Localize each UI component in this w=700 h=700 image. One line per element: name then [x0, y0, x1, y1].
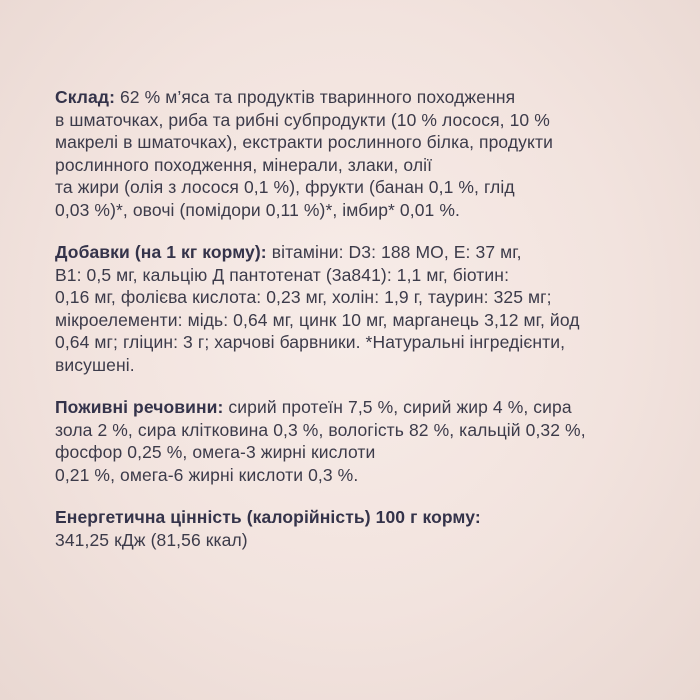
composition-text: [55, 86, 665, 551]
energy-label: Енергетична цінність (калорійність) 100 г корму:: [55, 507, 481, 527]
composition-line-4: рослинного походження, мінерали, злаки, олії: [55, 154, 433, 175]
composition-line-5: та жири (олія з лосося 0,1 %), фрукти (банан 0,1 %, глід: [55, 177, 515, 197]
energy-section: [55, 506, 665, 551]
nutrients-line-4: 0,21 %, омега-6 жирні кислоти 0,3 %.: [55, 464, 359, 485]
nutrients-line-3: фосфор 0,25 %, омега-3 жирні кислоти: [55, 442, 376, 462]
additives-line-3: 0,16 мг, фолієва кислота: 0,23 мг, холін: 1,9 г, таурин: 325 мг;: [55, 287, 552, 307]
additives-label: Добавки (на 1 кг корму):: [55, 242, 267, 262]
additives-text-1: вітаміни: D3: 188 МО, Е: 37 мг,: [266, 242, 522, 262]
additives-line-1: [55, 241, 665, 264]
composition-text-1: 62 % м’яса та продуктів тваринного походження: [115, 87, 516, 107]
composition-section: [55, 86, 665, 221]
composition-line-1: [55, 86, 665, 109]
additives-line-4: мікроелементи: мідь: 0,64 мг, цинк 10 мг, марганець 3,12 мг, йод: [55, 309, 580, 330]
nutrients-line-1: [55, 396, 665, 419]
composition-line-2: в шматочках, риба та рибні субпродукти (10 % лосося, 10 %: [55, 109, 550, 130]
energy-line-1: [55, 506, 665, 529]
additives-section: [55, 241, 665, 376]
additives-line-6: висушені.: [55, 354, 135, 375]
nutrients-text-1: сирий протеїн 7,5 %, сирий жир 4 %, сира: [223, 397, 572, 417]
composition-line-3: макрелі в шматочках), екстракти рослинного білка, продукти: [55, 132, 553, 152]
additives-line-5: 0,64 мг; гліцин: 3 г; харчові барвники. *Натуральні інгредієнти,: [55, 332, 566, 352]
nutrients-line-2: зола 2 %, сира клітковина 0,3 %, вологість 82 %, кальцій 0,32 %,: [55, 419, 586, 440]
nutrients-section: [55, 396, 665, 486]
composition-label: Склад:: [55, 87, 115, 107]
additives-line-2: B1: 0,5 мг, кальцію Д пантотенат (3a841): 1,1 мг, біотин:: [55, 264, 510, 285]
composition-line-6: 0,03 %)*, овочі (помідори 0,11 %)*, імбир* 0,01 %.: [55, 199, 460, 220]
nutrients-label: Поживні речовини:: [55, 397, 224, 417]
energy-line-2: 341,25 кДж (81,56 ккал): [55, 529, 248, 550]
